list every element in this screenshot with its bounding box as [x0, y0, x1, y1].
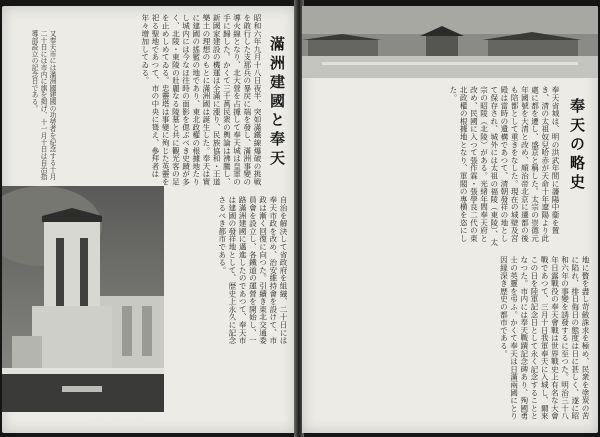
- section-title: 奉天の略史: [568, 98, 586, 193]
- article-body-lower: 自治を解決して省政府を組織、二十日には奉天市政を改め、治安維持會を設けて、市政は漸く回復に向つた。引續き東北交通委員會を設立し、各鐵道の運營を開始し、一路滿洲建國に邁進したのであつて、奉天市は建國の發祥地として、歴史上永久に記念さるべき都市である。: [217, 196, 288, 345]
- article-note: 又奉天市には滿洲國建國の功勞者を紀念する十月二十日には市内に旗を掲げ、十一月十日は自治指導部設立の記念日である。: [30, 30, 56, 180]
- history-body-lower: 地に贅を盡し苛斂誅求を極め、民衆を塗炭の苦に陷れ、排日侮日の態度は日に甚しく、遂に昭和六年の事變を誘發するに至つた。明治三十八年日露戰役の奉天會戰は世界戰史上有名な大會戰であつて、三月十日我軍奉天に入城し、爾來この日を陸軍記念日として永く記念することとなつた。市内には奉天戰蹟記念碑あり、殉國勇士の英靈を弔ふ。かくて奉天は日滿兩國にとり因縁深き歴史の都市である。: [499, 256, 590, 420]
- left-page: [2, 6, 296, 433]
- chureito-tower-photo: [2, 186, 164, 412]
- photo-caption: 忠 靈 塔: [94, 417, 144, 426]
- history-body-upper: 奉天省城は、明の洪武年間に瀋陽中衞を置き、清の太祖奴兒哈赤が天命十年遼陽より此處に都を遷し、盛京と稱した。太宗の崇德元年國號を大清と改め、順治帝北京に遷都の後も陪都として重きをなした。現在の城壁及宮殿は當時の遺構であつて、清朝發祥の地として保存され、城外には太祖の福陵（東陵）、太宗の昭陵（北陵）がある。光緒年間奉天府と改め、民國に入つて張作霖・張學良二代の東北政權の根據地となり、軍閥の專横を恣にした。: [448, 86, 560, 246]
- palace-photo: [302, 6, 598, 78]
- article-title: 滿洲建國と奉天: [268, 36, 286, 169]
- article-body-upper: 昭和六年九月十八日夜半、突如滿鐵線爆破の挑戦を敢行した支那兵の暴戻に端を發し、滿洲事變の導火線となり、北大營を占據して奉天城は皇軍の手に歸した。かくて三千萬民衆の輿論は沸騰し、新國家建設の機運は全滿に漲り、民族協和・王道樂土の理想のもとに滿洲國は誕生した。奉天は實に建國の搖籃の地であり、東北政權の根據地たりし城内には今なほ往時の面影を偲ぶべき史蹟が多く、北陵・東陵の壯麗なる陵墓と共に觀光客の足を止めしめてゐる。忠靈塔は事變に殉じた英靈を祀る聖地であつて、市の中央に聳え、參拜者は年々增加してゐる。: [140, 14, 262, 186]
- right-page: [302, 6, 598, 433]
